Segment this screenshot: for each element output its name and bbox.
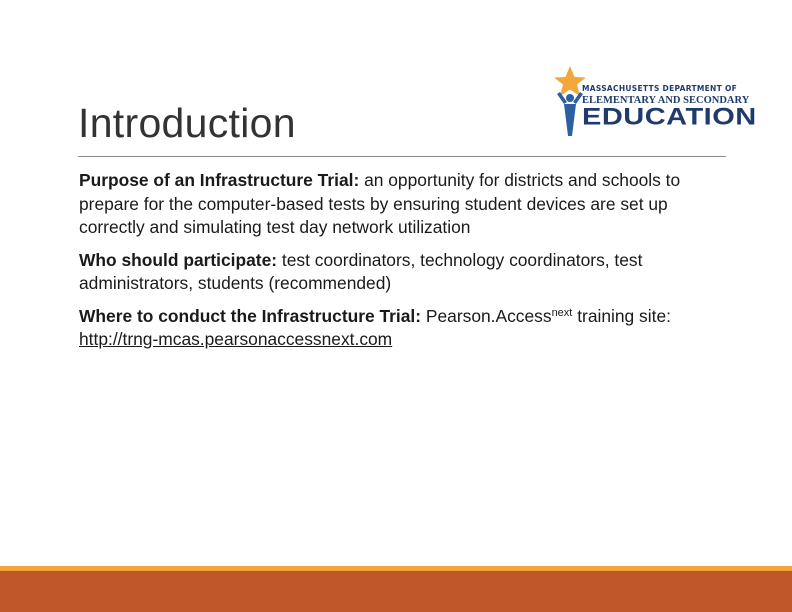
dese-logo <box>552 64 757 144</box>
bullet-purpose <box>79 169 729 240</box>
bullet-label: Who should participate: <box>79 249 278 270</box>
bullet-label: Where to conduct the Infrastructure Trial: <box>79 305 422 326</box>
bullet-text: Pearson.Access <box>421 305 552 326</box>
logo-line-2: ELEMENTARY AND SECONDARY <box>582 95 750 106</box>
logo-line-1: MASSACHUSETTS DEPARTMENT OF <box>582 84 738 93</box>
bullet-text: an opportunity for districts and schools to prepare for the computer-based tests by ensuring student devices are set up correctly and simulating test day network utilization <box>79 170 681 237</box>
title-divider <box>78 156 726 157</box>
slide-body <box>79 169 729 361</box>
bullet-text-after: training site: <box>572 305 671 326</box>
training-site-link[interactable]: http://trng-mcas.pearsonaccessnext.com <box>79 329 393 349</box>
logo-line-3: EDUCATION <box>582 104 757 131</box>
superscript-next: next <box>551 306 573 319</box>
bullet-where <box>79 305 729 352</box>
bullet-text: test coordinators, technology coordinators, test administrators, students (recommended) <box>79 249 643 293</box>
bullet-who <box>79 249 729 296</box>
slide-title: Introduction <box>78 100 296 146</box>
footer-bar <box>0 571 792 612</box>
bullet-label: Purpose of an Infrastructure Trial: <box>79 170 360 190</box>
